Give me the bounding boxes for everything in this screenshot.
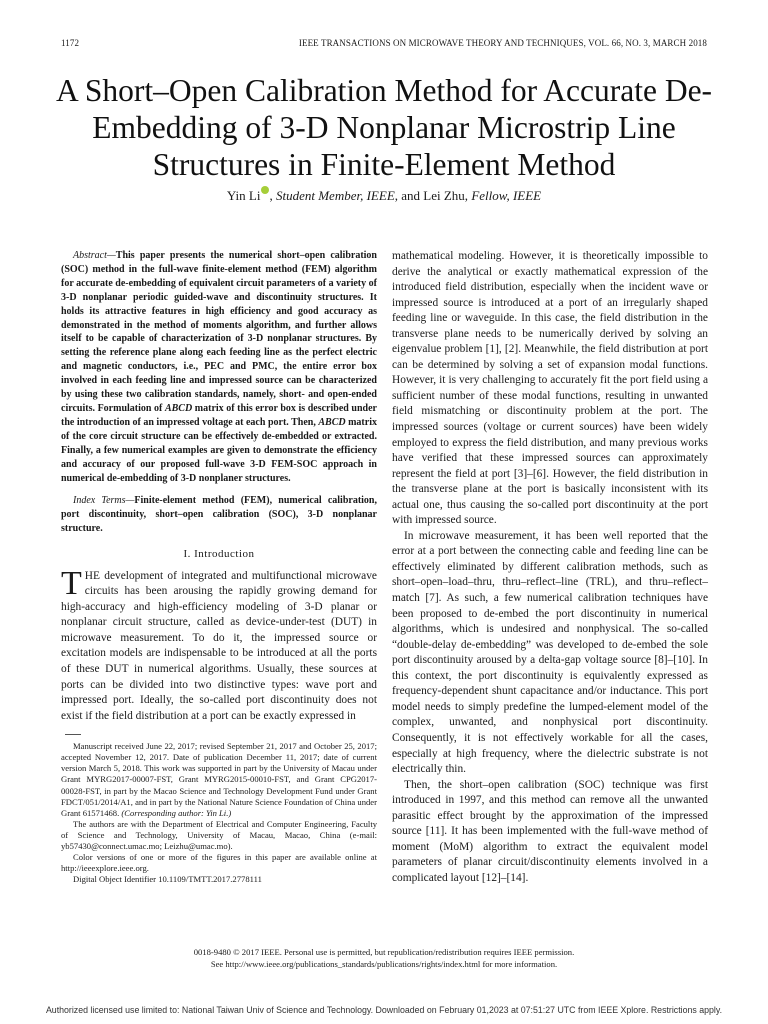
right-column: [392, 249, 708, 886]
affiliation-footnote: The authors are with the Department of Electrical and Computer Engineering, Faculty of Science and Technology, University of Macau, Macao, China (e-mail: yb57430@connect.umac.mo; Leizhu@umac.mo).: [61, 818, 377, 851]
left-column: [61, 249, 377, 885]
drop-cap: T: [61, 564, 82, 602]
author-line: Yin Li , Student Member, IEEE, and Lei Zhu, Fellow, IEEE: [226, 188, 542, 203]
author-name: Yin Li: [226, 188, 261, 203]
paper-title: A Short–Open Calibration Method for Accurate De-Embedding of 3-D Nonplanar Microstrip Line Structures in Finite-Element Method: [55, 73, 713, 182]
abstract: Abstract—This paper presents the numerical short–open calibration (SOC) method in the full-wave finite-element method (FEM) algorithm for accurate de-embedding of equivalent circuit parameters of a variety of 3-D nonplanar periodic guided-wave and discontinuity structures. It holds its attractive features in high efficiency and good accuracy as demonstrated in the method of moments algorithm, and further allows itself to be capable of characterization of 3-D nonplanar structures. By setting the reference plane along each feeding line as the perfect electric and magnetic conductors, i.e., PEC and PMC, the entire error box involved in each feeding line and impressed source can be characterized by using these two calibration standards, namely, short- and open-ended circuits. Formulation of ABCD matrix of this error box is described under the introduction of an impressed voltage at each port. Then, ABCD matrix of the core circuit structure can be effectively de-embedded or extracted. Finally, a few numerical examples are given to demonstrate the efficiency and accuracy of our proposed full-wave 3-D FEM-SOC approach in numerical de-embedding of 3-D nonplaner structures.: [61, 250, 377, 484]
color-footnote: Color versions of one or more of the figures in this paper are available online at http://ieeexplore.ieee.org.: [61, 852, 377, 874]
manuscript-footnote: Manuscript received June 22, 2017; revised September 21, 2017 and October 25, 2017; accepted November 12, 2017. Date of publication December 11, 2017; date of current version March 5, 2018. This work was supported in part by the University of Macau under Grant MYRG2017-00007-FST, Grant MYRG2015-00010-FST, and Grant CPG2017-00028-FST, in part by the Macao Science and Technology Development Fund under Grant FDCT/051/2014/A1, and in part by the National Nature Science Foundation of China under Grant 61571468. (Corresponding author: Yin Li.): [61, 741, 377, 818]
author-membership: Fellow, IEEE: [471, 188, 542, 203]
license-bar: Authorized licensed use limited to: National Taiwan Univ of Science and Technology. Downloaded on February 01,2023 at 07:51:27 UTC from IEEE Xplore. Restrictions apply.: [45, 1005, 723, 1015]
body-paragraph: Then, the short–open calibration (SOC) technique was first introduced in 1997, and this method can remove all the unwanted parasitic effect brought by the approximation of the impressed source [11]. It has been implemented with the full-wave method of moment (MoM) algorithm to extract the equivalent model parameters of planar circuit/discontinuity elements involved in a complicated layout [12]–[14].: [392, 778, 708, 884]
intro-paragraph: THE development of integrated and multifunctional microwave circuits has been arousing the rapidly growing demand for high-accuracy and high-efficiency modeling of 3-D planar or nonplanar circuit structure, called as device-under-test (DUT) in microwave measurement. To do it, the impressed source or excitation models are indispensable to be introduced at all the ports of these DUT in numerical algorithms. Usually, these sources at ports can be divided into two distinctive types: wave port and impressed port. Ideally, the so-called port discontinuity does not exist if the field distribution at a port can be exactly expressed in: [61, 564, 377, 722]
footnote-rule: [65, 734, 81, 735]
body-paragraph: mathematical modeling. However, it is theoretically impossible to derive the analytical or exactly mathematical expression of the introduced field distribution, especially when the incident wave or impressed source is introduced at a port of an irregularly shaped feeding line or waveguide. In this case, the field distribution in the transverse plane needs to be numerically derived by solving an eigenvalue problem [1], [2]. Meanwhile, the field distribution at port can be determined by solving a set of expansion modal functions. However, it is very challenging to accurately fit the port field using a sufficient number of these modal functions, resulting in unwanted field mismatching or discontinuity problem at the port. The impressed sources (voltage or current sources) have been widely employed to express the field distribution, and many previous works have verified that these impressed sources can approximately represent the field at port [3]–[6]. However, the field distribution in the transverse plane at the port is basically inconsistent with its actual one, thus causing the so-called port discontinuity at the port with impressed source.: [392, 250, 708, 527]
body-paragraph: In microwave measurement, it has been well reported that the error at a port between the connecting cable and feeding line can be effectively eliminated by different calibration methods, such as short–open–load–thru, thru–reflect–line (TRL), and thru–reflect–match [7]. As such, a few numerical calibration techniques have been proposed to de-embed the port discontinuity in numerical algorithms, which is undesired and nonphysical. The so-called “double-delay de-embedding” was developed to de-embed the sole port discontinuity aroused by a delta-gap voltage source [8]–[10]. In this context, the port discontinuity is equivalently expressed as frequency-dependent shunt capacitance and/or inductance. This port model needs to simply predefine the lumped-element model of the complex, unwanted, and nonphysical port discontinuity. Consequently, it is not effectively workable for all the cases, especially at high frequency, where the dielectric substrate is not electrically thin.: [392, 529, 708, 776]
doi-footnote: Digital Object Identifier 10.1109/TMTT.2017.2778111: [73, 874, 262, 885]
copyright-notice: 0018-9480 © 2017 IEEE. Personal use is permitted, but republication/redistribution requires IEEE permission. See http://www.ieee.org/publications_standards/publications/rights/index.html for more information.: [193, 947, 575, 969]
index-terms: Index Terms—Finite-element method (FEM), numerical calibration, port discontinuity, short–open calibration (SOC), 3-D nonplanar structure.: [61, 495, 377, 535]
journal-header: IEEE TRANSACTIONS ON MICROWAVE THEORY AND TECHNIQUES, VOL. 66, NO. 3, MARCH 2018: [298, 38, 707, 48]
section-heading: I. Introduction: [183, 548, 255, 561]
author-membership: Student Member, IEEE: [275, 188, 395, 203]
page-number: 1172: [61, 38, 80, 48]
